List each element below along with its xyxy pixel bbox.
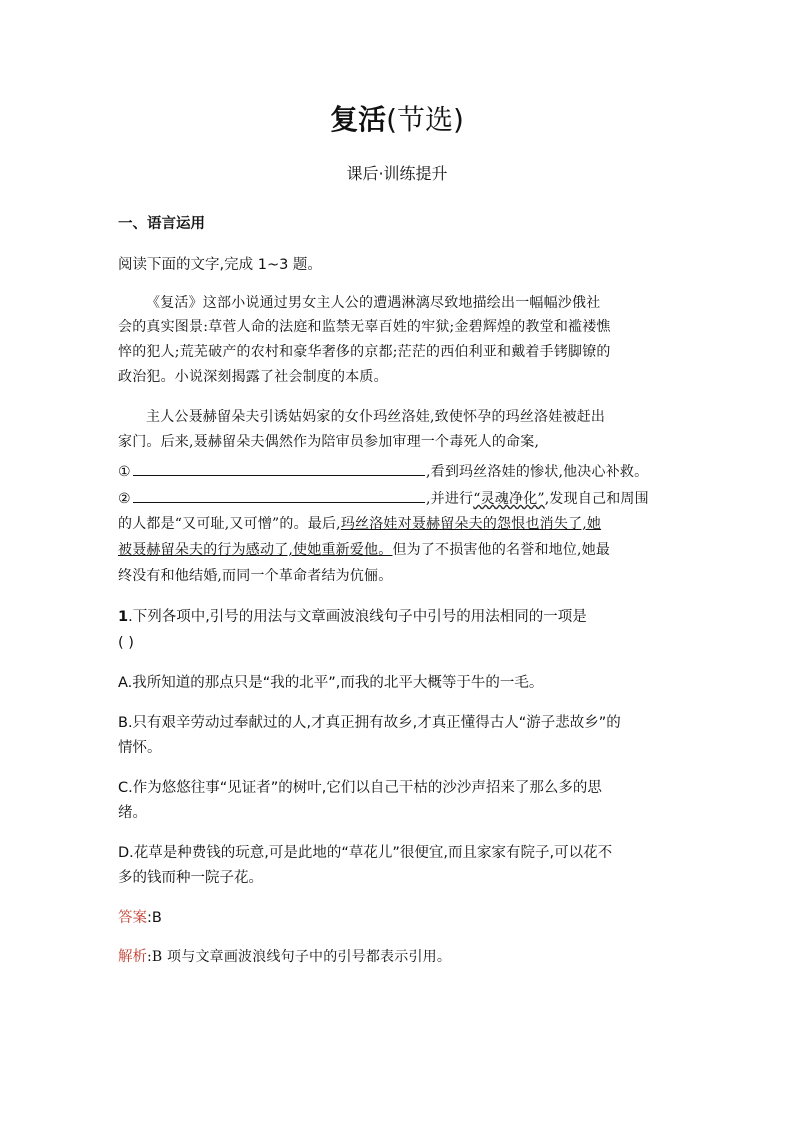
fill-blank-1[interactable] <box>133 459 425 476</box>
passage-line: 会的真实图景:草菅人命的法庭和监禁无辜百姓的牢狱;金碧辉煌的教堂和褴褛憔 <box>118 319 611 335</box>
passage-line: 政治犯。小说深刻揭露了社会制度的本质。 <box>118 369 388 385</box>
passage-blank-line-1 <box>118 459 678 484</box>
section-instruction: 阅读下面的文字,完成 1~3 题。 <box>118 257 322 273</box>
page-title <box>0 100 794 140</box>
section-heading: 一、语言运用 <box>118 216 205 232</box>
title-paren: (节选) <box>386 103 464 136</box>
page-subtitle: 课后·训练提升 <box>346 164 448 183</box>
passage-blank-line-2 <box>118 486 678 511</box>
option-c-cont[interactable]: 绪。 <box>118 805 147 821</box>
answer-label: 答案 <box>118 910 147 926</box>
passage-line: 主人公聂赫留朵夫引诱姑妈家的女仆玛丝洛娃,致使怀孕的玛丝洛娃被赶出 <box>146 409 606 425</box>
title-main: 复活 <box>330 103 387 136</box>
underlined-sentence: 被聂赫留朵夫的行为感动了,使她重新爱他。 <box>118 542 393 558</box>
question-text: .下列各项中,引号的用法与文章画波浪线句子中引号的用法相同的一项是 <box>128 609 587 625</box>
option-c[interactable]: C.作为悠悠往事“见证者”的树叶,它们以自己干枯的沙沙声招来了那么多的思 <box>118 780 602 796</box>
blank-marker-2: ② <box>118 491 131 507</box>
blank-marker-1: ① <box>118 464 131 480</box>
passage-text: 的人都是“又可耻,又可憎”的。最后, <box>118 516 341 532</box>
passage-line: 终没有和他结婚,而同一个革命者结为伉俪。 <box>118 568 393 584</box>
analysis-line <box>118 945 678 969</box>
fill-blank-2[interactable] <box>133 486 425 503</box>
option-a[interactable]: A.我所知道的那点只是“我的北平”,而我的北平大概等于牛的一毛。 <box>118 675 544 691</box>
option-d-cont[interactable]: 多的钱而种一院子花。 <box>118 870 263 886</box>
answer-line <box>118 906 678 930</box>
passage-line: 《复活》这部小说通过男女主人公的遭遇淋漓尽致地描绘出一幅幅沙俄社 <box>146 295 601 311</box>
question-number: 1 <box>118 609 129 625</box>
blank-1-continuation: ,看到玛丝洛娃的惨状,他决心补救。 <box>426 464 649 480</box>
passage-text: 但为了不损害他的名誉和地位,她最 <box>392 542 611 558</box>
analysis-label: 解析 <box>118 949 147 965</box>
blank-2-continuation-b: ,发现自己和周围 <box>544 491 649 507</box>
underlined-sentence: 玛丝洛娃对聂赫留朵夫的怨恨也消失了,她 <box>340 516 602 532</box>
blank-2-continuation-a: ,并进行 <box>426 491 474 507</box>
passage-line <box>118 538 678 562</box>
option-b-cont[interactable]: 情怀。 <box>118 740 162 756</box>
passage-line: 悴的犯人;荒芜破产的农村和豪华奢侈的京都;茫茫的西伯利亚和戴着手铐脚镣的 <box>118 344 611 360</box>
question-stem <box>118 605 678 629</box>
option-b[interactable]: B.只有艰辛劳动过奉献过的人,才真正拥有故乡,才真正懂得古人“游子悲故乡”的 <box>118 715 621 731</box>
passage-line: 家门。后来,聂赫留朵夫偶然作为陪审员参加审理一个毒死人的命案, <box>118 434 540 450</box>
answer-value: :B <box>147 910 162 926</box>
passage-line <box>118 512 678 536</box>
wavy-underlined-quote: “灵魂净化” <box>473 491 545 507</box>
answer-bracket: ( ) <box>118 635 134 651</box>
analysis-text: :B 项与文章画波浪线句子中的引号都表示引用。 <box>147 949 452 965</box>
option-d[interactable]: D.花草是种费钱的玩意,可是此地的“草花儿”很便宜,而且家家有院子,可以花不 <box>118 845 613 861</box>
